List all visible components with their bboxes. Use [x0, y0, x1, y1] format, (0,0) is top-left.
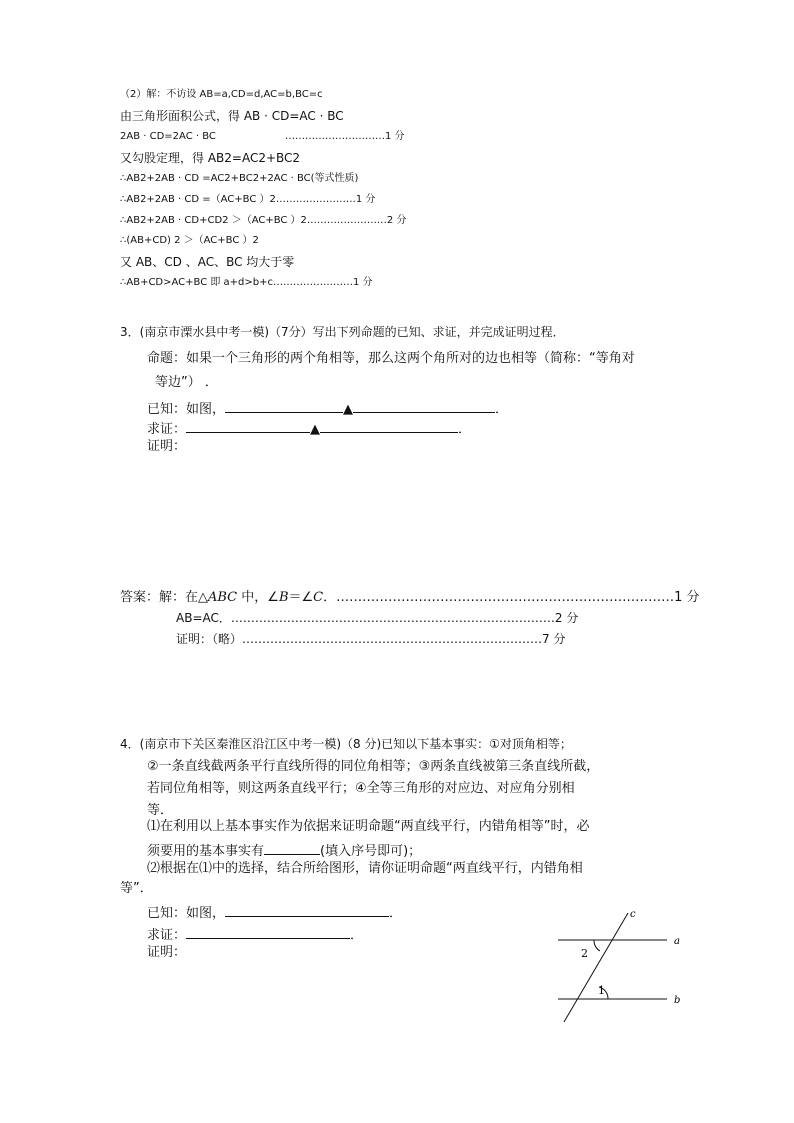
part2-line-4: 又勾股定理，得 AB2=AC2+BC2	[120, 151, 301, 165]
q3-answer-eq: ＝∠	[288, 590, 314, 605]
q3-answer-line-2: AB=AC．………………………………………………………………………2 分	[176, 611, 579, 625]
q3-known-label: 已知：如图，	[147, 402, 226, 417]
q4-line-5: ⑴在利用以上基本事实作为依据来证明命题“两直线平行，内错角相等”时，必	[147, 819, 590, 834]
q4-line-6a: 须要用的基本事实有	[147, 844, 265, 859]
q3-prove-blank-1[interactable]	[186, 420, 310, 433]
q3-answer-line-1	[120, 591, 700, 604]
part2-line-6: ∴AB2+2AB · CD =（AC+BC ）2……………………1 分	[120, 194, 376, 205]
q3-proof-label: 证明：	[147, 439, 187, 454]
q3-prove-blank-2[interactable]	[320, 420, 458, 433]
q4-known-label: 已知：如图，	[147, 906, 226, 921]
label-angle-2: 2	[581, 947, 588, 960]
q4-heading: 4．(南京市下关区秦淮区沿江区中考一模)（8 分)已知以下基本事实：①对顶角相等；	[120, 737, 572, 751]
q3-prove-marker: ▲	[310, 422, 321, 437]
q4-known-blank[interactable]	[225, 904, 389, 917]
q4-known-row	[147, 904, 402, 920]
part2-line-2: 由三角形面积公式，得 AB · CD=AC · BC	[120, 109, 344, 123]
q3-answer-dots: ．……………………………………………………………………1 分	[323, 590, 700, 605]
part2-line-9: 又 AB、CD 、AC、BC 均大于零	[120, 255, 295, 269]
q3-answer-line-3: 证明：（略）…………………………………………………………………7 分	[176, 632, 566, 646]
label-c: c	[630, 909, 636, 920]
q3-known-blank-2[interactable]	[353, 400, 495, 413]
q3-answer-b: B	[278, 590, 289, 605]
q4-line-7: ⑵根据在⑴中的选择，结合所给图形，请你证明命题“两直线平行，内错角相	[147, 861, 583, 876]
angle-2-arc	[594, 940, 600, 951]
label-angle-1: 1	[598, 984, 605, 997]
q4-line-6	[147, 842, 421, 858]
q3-heading: 3．(南京市溧水县中考一模)（7分）写出下列命题的已知、求证，并完成证明过程．	[120, 325, 565, 339]
q4-line-3: 若同位角相等，则这两条直线平行；④全等三角形的对应边、对应角分别相	[147, 781, 575, 796]
q3-prove-end: ．	[458, 422, 472, 437]
q4-prove-row	[147, 926, 363, 942]
q4-line-6b: (填入序号即可)；	[320, 844, 422, 859]
q4-prove-end: ．	[350, 928, 364, 943]
q3-known-row	[147, 400, 508, 416]
part2-line-3a: 2AB · CD=2AC · BC	[120, 131, 216, 142]
label-b: b	[674, 995, 681, 1006]
q3-proposition-line-1: 命题：如果一个三角形的两个角相等，那么这两个角所对的边也相等（简称：“等角对	[147, 351, 635, 366]
q4-known-end: ．	[389, 906, 403, 921]
part2-line-5: ∴AB2+2AB · CD =AC2+BC2+2AC · BC(等式性质)	[120, 173, 359, 184]
q4-line-2: ②一条直线截两条平行直线所得的同位角相等；③两条直线被第三条直线所截，	[147, 759, 600, 774]
q4-prove-label: 求证：	[147, 928, 187, 943]
q4-prove-blank[interactable]	[186, 926, 350, 939]
q3-known-marker: ▲	[343, 402, 354, 417]
label-a: a	[674, 936, 680, 947]
q3-answer-c: C	[313, 590, 324, 605]
q3-prove-label: 求证：	[147, 422, 187, 437]
q3-answer-abc: ABC	[208, 590, 238, 605]
part2-line-1: （2）解：不访设 AB=a,CD=d,AC=b,BC=c	[120, 89, 323, 100]
q3-answer-prefix: 答案：解：在△	[120, 590, 208, 605]
q4-facts-blank[interactable]	[264, 842, 320, 855]
q3-prove-row	[147, 420, 471, 436]
q4-line-4: 等．	[147, 803, 174, 818]
q3-proposition-line-2: 等边”） ．	[155, 375, 218, 390]
line-c-transversal	[564, 913, 628, 1022]
q4-parallel-lines-figure	[550, 905, 700, 1030]
q4-line-8: 等”．	[120, 881, 153, 896]
part2-line-8: ∴(AB+CD) 2 ＞（AC+BC ）2	[120, 235, 259, 246]
q3-known-blank-1[interactable]	[225, 400, 343, 413]
part2-line-3b: …………………………1 分	[285, 131, 405, 142]
q3-known-end: ．	[495, 402, 509, 417]
part2-line-10: ∴AB+CD>AC+BC 即 a+d>b+c……………………1 分	[120, 277, 373, 288]
q3-answer-mid: 中，∠	[237, 590, 279, 605]
part2-line-7: ∴AB2+2AB · CD+CD2 ＞（AC+BC ）2……………………2 分	[120, 215, 407, 226]
q4-proof-label: 证明：	[147, 945, 187, 960]
